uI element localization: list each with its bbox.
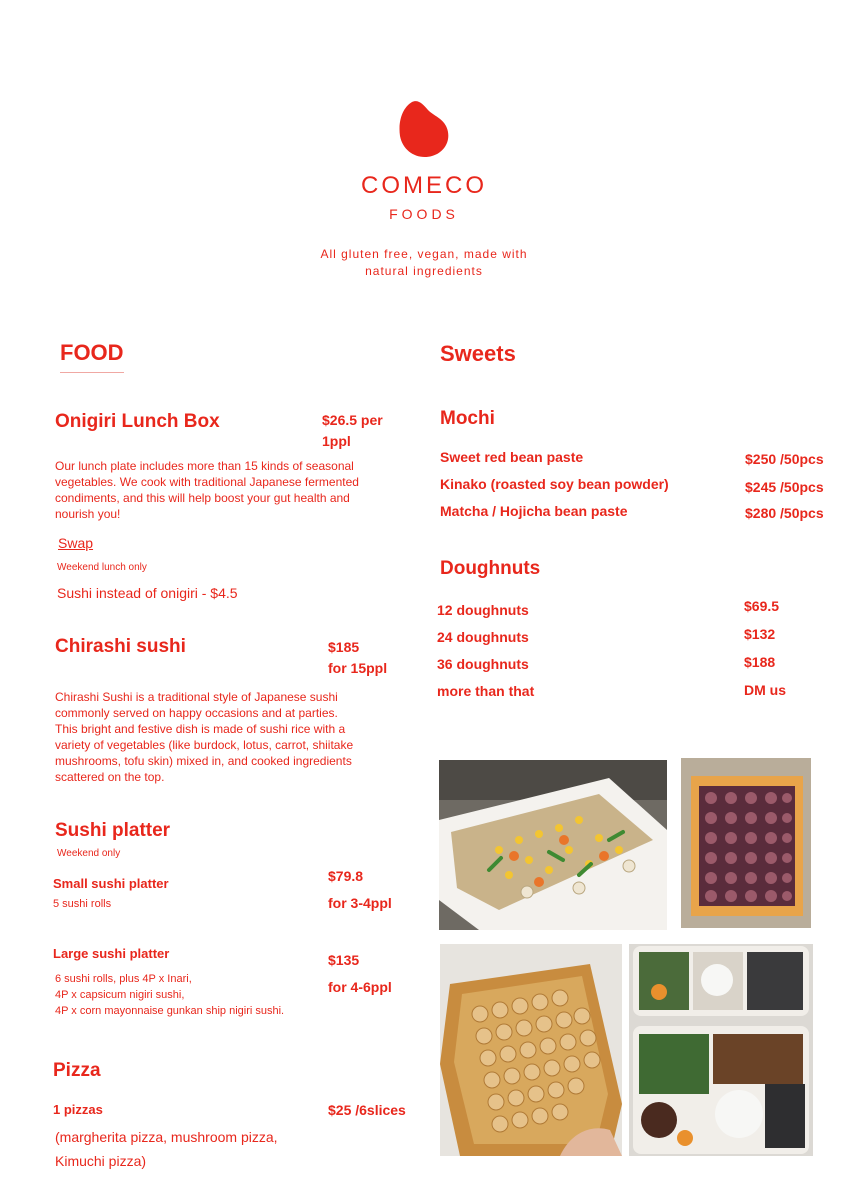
desc-line: This bright and festive dish is made of sushi rice with a [55,722,346,736]
desc-line: 4P x capsicum nigiri sushi, [55,989,185,1001]
doughnut-item-label: 36 doughnuts [437,656,529,672]
desc-line: 4P x corn mayonnaise gunkan ship nigiri sushi. [55,1005,285,1017]
small-platter-title: Small sushi platter [53,876,169,891]
large-platter-ppl: for 4-6ppl [328,979,392,995]
small-platter-ppl: for 3-4ppl [328,895,392,911]
chirashi-price-line: for 15ppl [328,660,388,676]
desc-line: (margherita pizza, mushroom pizza, [55,1129,278,1145]
desc-line: Chirashi Sushi is a traditional style of Japanese sushi [55,690,338,704]
mochi-item-price: $245 /50pcs [745,479,824,495]
pizza-item: 1 pizzas [53,1102,103,1117]
doughnut-item-price: $188 [744,654,776,670]
pizza-price: $25 /6slices [328,1102,406,1118]
brand-sub: FOODS [389,206,459,222]
desc-line: nourish you! [55,507,121,521]
chirashi-price-line: $185 [328,639,360,655]
doughnut-item-label: 24 doughnuts [437,629,529,645]
desc-line: commonly served on happy occasions and at parties. [55,706,338,720]
swap-note: Weekend lunch only [57,562,147,573]
chirashi-description [55,689,415,785]
large-platter-desc [55,971,284,1019]
tagline [300,246,548,280]
mochi-title: Mochi [440,408,495,429]
onigiri-title: Onigiri Lunch Box [55,411,220,432]
onigiri-price-line: 1ppl [322,433,351,449]
onigiri-price [322,410,383,452]
mochi-box-photo [681,758,811,928]
large-platter-price: $135 [328,952,360,968]
large-platter-title: Large sushi platter [53,946,170,961]
mochi-item-price: $280 /50pcs [745,505,824,521]
desc-line: condiments, and this will help boost your gut health and [55,491,350,505]
small-platter-price: $79.8 [328,868,364,884]
mochi-item-label: Matcha / Hojicha bean paste [440,503,628,519]
desc-line: Kimuchi pizza) [55,1153,147,1169]
desc-line: variety of vegetables (like burdock, lotus, carrot, shiitake [55,738,354,752]
doughnut-item-price: $69.5 [744,598,780,614]
desc-line: scattered on the top. [55,770,165,784]
doughnut-item-label: more than that [437,683,535,699]
sweets-section-title: Sweets [440,341,516,366]
swap-item: Sushi instead of onigiri - $4.5 [57,585,238,601]
onigiri-description [55,458,415,522]
brand-name: COMECO [361,172,487,199]
chirashi-photo [439,760,667,930]
chirashi-title: Chirashi sushi [55,636,186,657]
tagline-line: natural ingredients [365,264,483,278]
food-section-title: FOOD [60,340,124,373]
pizza-desc [55,1125,278,1173]
desc-line: 6 sushi rolls, plus 4P x Inari, [55,973,192,985]
desc-line: vegetables. We cook with traditional Japanese fermented [55,475,359,489]
swap-label: Swap [58,535,94,551]
mochi-item-label: Kinako (roasted soy bean powder) [440,476,669,492]
desc-line: mushrooms, tofu skin) mixed in, and cooked ingredients [55,754,352,768]
doughnut-item-price: DM us [744,682,786,698]
pizza-title: Pizza [53,1060,101,1081]
kinako-mochi-photo [440,944,622,1156]
mochi-item-price: $250 /50pcs [745,451,824,467]
onigiri-price-line: $26.5 per [322,412,383,428]
small-platter-desc: 5 sushi rolls [53,898,112,910]
chirashi-price [328,637,387,679]
lunch-box-photo [629,944,813,1156]
tagline-line: All gluten free, vegan, made with [320,247,528,261]
platter-title: Sushi platter [55,820,171,841]
mochi-item-label: Sweet red bean paste [440,449,584,465]
doughnuts-title: Doughnuts [440,558,541,579]
doughnut-item-label: 12 doughnuts [437,602,529,618]
doughnut-item-price: $132 [744,626,776,642]
rice-grain-logo-icon [396,98,452,160]
platter-note: Weekend only [57,848,121,859]
desc-line: Our lunch plate includes more than 15 kinds of seasonal [55,459,354,473]
